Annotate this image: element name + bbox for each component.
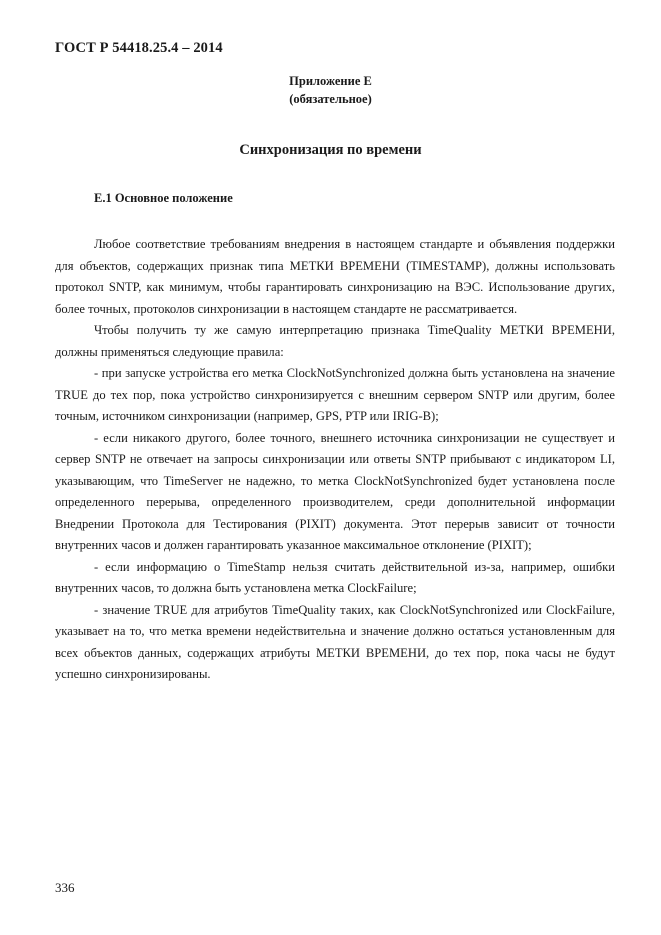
body-text — [55, 234, 615, 686]
document-title: Синхронизация по времени — [239, 142, 422, 158]
rule-item-no-source: - если никакого другого, более точного, внешнего источника синхронизации не существует и сервер SNTP не отвечает на запросы синхронизации или ответы SNTP прибывают с индикатором LI, указывающим, что TimeServer не надежно, то метка ClockNotSynchronized будет установлена после определенного перерыва, определенного производителем, среди дополнительной информации Внедрении Протокола для Тестирования (PIXIT) документа. Этот перерыв зависит от точности внутренних часов и должен гарантировать указанное максимальное отклонение (PIXIT); — [55, 430, 615, 552]
paragraph-intro: Любое соответствие требованиям внедрения в настоящем стандарте и объявления поддержки для объектов, содержащих признак типа МЕТКИ ВРЕМЕНИ (TIMESTAMP), должны использовать протокол SNTP, как минимум, чтобы гарантировать синхронизацию на ВЭС. Использование других, более точных, протоколов синхронизации в настоящем стандарте не рассматривается. — [55, 237, 615, 316]
annex-type: (обязательное) — [289, 92, 372, 106]
page-number: 336 — [55, 880, 75, 895]
section-heading: E.1 Основное положение — [94, 191, 233, 205]
standard-header: ГОСТ Р 54418.25.4 – 2014 — [55, 40, 223, 56]
paragraph-rules-lead: Чтобы получить ту же самую интерпретацию признака TimeQuality МЕТКИ ВРЕМЕНИ, должны применяться следующие правила: — [55, 323, 615, 359]
annex-title: Приложение E — [289, 74, 372, 88]
rule-item-true-value: - значение TRUE для атрибутов TimeQuality таких, как ClockNotSynchronized или ClockFailure, указывает на то, что метка времени недействительна и значение должно остаться установленным для всех объектов данных, содержащих атрибуты МЕТКИ ВРЕМЕНИ, до тех пор, пока часы не будут успешно синхронизированы. — [55, 602, 615, 681]
rule-item-clock-failure: - если информацию о TimeStamp нельзя считать действительной из-за, например, ошибки внутренних часов, то должна быть установлена метка ClockFailure; — [55, 559, 615, 595]
rule-item-startup: - при запуске устройства его метка ClockNotSynchronized должна быть установлена на значение TRUE до тех пор, пока устройство синхронизируется с внешним сервером SNTP или другим, более точным, источником синхронизации (например, GPS, PTP или IRIG-B); — [55, 366, 615, 423]
